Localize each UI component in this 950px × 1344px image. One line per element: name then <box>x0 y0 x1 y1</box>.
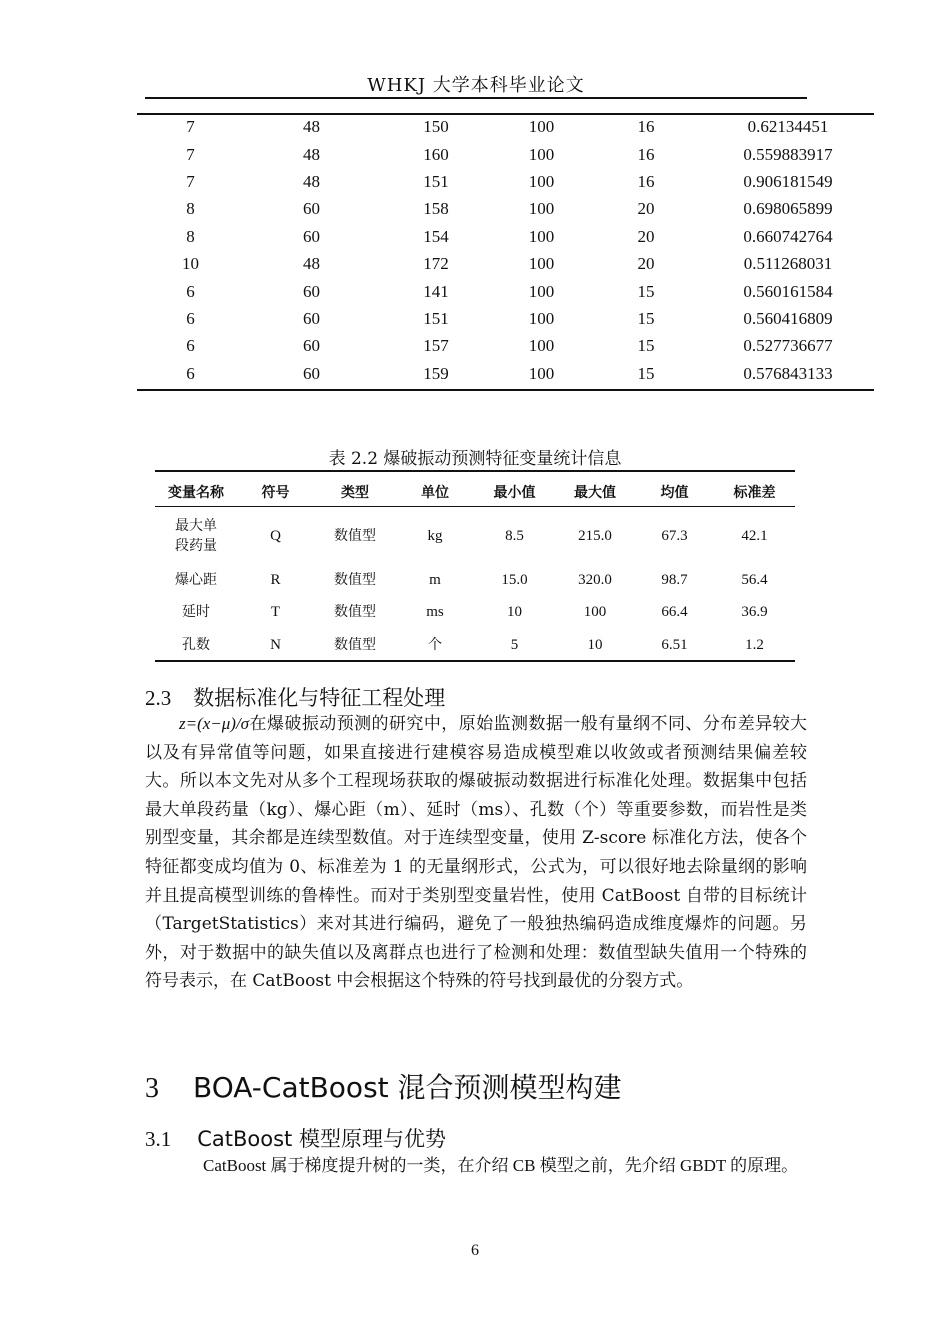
table-cell: 数值型 <box>334 637 376 653</box>
table-cell: 15 <box>637 308 655 328</box>
table-row <box>155 565 795 595</box>
table-cell: 20 <box>637 254 655 274</box>
table-cell: 8 <box>186 226 195 246</box>
section-3-1-paragraph: CatBoost 属于梯度提升树的一类，在介绍 CB 模型之前，先介绍 GBDT 的原理。 <box>203 1156 799 1175</box>
table-cell: 100 <box>528 281 555 301</box>
chapter-number: 3 <box>145 1073 159 1104</box>
table-cell: 16 <box>637 117 655 137</box>
table-cell: 6 <box>186 281 195 301</box>
section-number: 3.1 <box>145 1127 172 1151</box>
table-cell: 100 <box>528 144 555 164</box>
table-cell: 151 <box>423 308 449 328</box>
table-cell: 10 <box>507 604 522 620</box>
table-cell: 215.0 <box>578 528 612 544</box>
table2-bottom-rule <box>155 660 795 662</box>
table-cell: 60 <box>303 308 320 328</box>
table-cell: 数值型 <box>334 572 376 588</box>
table-cell: 15.0 <box>501 572 528 588</box>
table-cell: R <box>270 572 281 588</box>
table-cell: 100 <box>528 117 555 137</box>
table-cell: 42.1 <box>741 528 768 544</box>
table-cell: 60 <box>303 281 320 301</box>
table-cell: 0.576843133 <box>743 363 833 383</box>
table-cell: 100 <box>528 254 555 274</box>
table-cell: 56.4 <box>741 572 768 588</box>
column-header: 类型 <box>341 484 369 501</box>
column-header: 符号 <box>261 484 290 501</box>
table-row <box>137 195 874 222</box>
column-header: 最大值 <box>574 484 616 501</box>
table-bottom-rule <box>137 389 874 391</box>
table-cell: 数值型 <box>334 604 376 620</box>
section-3-1-heading <box>145 1124 446 1154</box>
table-cell: 150 <box>423 117 449 137</box>
section-2-3-paragraph <box>145 710 807 996</box>
page-number: 6 <box>471 1242 479 1259</box>
table-cell: 100 <box>528 336 555 356</box>
table-cell: 10 <box>587 637 603 653</box>
section-2-3-heading <box>145 684 445 712</box>
table-cell: 7 <box>186 144 195 164</box>
table-cell: 320.0 <box>578 572 612 588</box>
chapter-3-heading <box>145 1068 622 1109</box>
table-cell: m <box>429 572 441 588</box>
table-cell: 0.511268031 <box>743 254 833 274</box>
table-cell: kg <box>427 528 443 544</box>
table-row <box>137 305 874 332</box>
table-cell: 孔数 <box>182 637 210 653</box>
table-cell: 0.698065899 <box>743 199 833 219</box>
table-cell: 0.906181549 <box>743 171 833 191</box>
table-cell: 100 <box>528 171 555 191</box>
zscore-formula: z=(x−μ)/σ <box>179 714 250 733</box>
section-number: 2.3 <box>145 686 172 710</box>
table-cell: 6 <box>186 336 195 356</box>
table-row <box>155 629 795 661</box>
table-cell: 154 <box>423 226 449 246</box>
table-cell: 15 <box>637 336 655 356</box>
table-cell: 60 <box>303 199 320 219</box>
table-cell: 48 <box>303 254 320 274</box>
table-caption: 表 2.2 爆破振动预测特征变量统计信息 <box>328 449 622 469</box>
table-cell: 最大单段药量 <box>175 518 217 554</box>
table-row <box>137 250 874 277</box>
table-row <box>137 332 874 359</box>
column-header: 单位 <box>421 484 449 501</box>
table-cell: 36.9 <box>741 604 768 620</box>
table-cell: 141 <box>423 281 449 301</box>
table-cell: T <box>270 604 281 620</box>
table-row <box>137 113 874 140</box>
table-cell: 66.4 <box>661 604 688 620</box>
table-row <box>137 168 874 195</box>
header-rule <box>145 97 807 99</box>
table-cell: 60 <box>303 226 320 246</box>
table-cell: 100 <box>528 226 555 246</box>
table-cell: 个 <box>428 637 442 653</box>
table-cell: 延时 <box>182 604 210 620</box>
column-header: 标准差 <box>733 484 776 501</box>
table-cell: 100 <box>528 363 555 383</box>
table-cell: 15 <box>637 363 655 383</box>
table-cell: N <box>270 637 281 653</box>
section-title: 数据标准化与特征工程处理 <box>193 686 446 710</box>
table-cell: 20 <box>637 226 655 246</box>
table-cell: 48 <box>303 144 320 164</box>
table-row <box>137 360 874 387</box>
table-cell: 0.560416809 <box>743 308 833 328</box>
table-cell: 16 <box>637 171 655 191</box>
table-cell: 159 <box>423 363 449 383</box>
chapter-title: BOA-CatBoost 混合预测模型构建 <box>193 1071 622 1104</box>
table-cell: 48 <box>303 171 320 191</box>
table-cell: 60 <box>303 336 320 356</box>
table2-top-rule <box>155 470 795 472</box>
table-cell: 6.51 <box>661 637 688 653</box>
table-cell: 0.527736677 <box>743 336 833 356</box>
table-row <box>137 140 874 167</box>
table2-header-rule <box>155 506 795 507</box>
table-cell: 67.3 <box>661 528 688 544</box>
running-header: WHKJ 大学本科毕业论文 <box>367 75 585 96</box>
section-title: CatBoost 模型原理与优势 <box>197 1127 446 1151</box>
table-cell: 6 <box>186 363 195 383</box>
table-cell: 0.559883917 <box>743 144 833 164</box>
table-cell: 151 <box>423 171 449 191</box>
table-cell: 8 <box>186 199 195 219</box>
table-cell: 158 <box>423 199 449 219</box>
table-cell: 数值型 <box>334 528 376 544</box>
table-cell: 7 <box>186 117 195 137</box>
table-cell: 10 <box>182 254 199 274</box>
table-cell: 爆心距 <box>175 572 217 588</box>
paragraph-text: 在爆破振动预测的研究中，原始监测数据一般有量纲不同、分布差异较大以及有异常值等问题，如果直接进行建模容易造成模型难以收敛或者预测结果偏差较大。所以本文先对从多个工程现场获取的爆破振动数据进行标准化处理。数据集中包括最大单段药量（kg）、爆心距（m）、延时（ms）、孔数（个）等重要参数，而岩性是类别型变量，其余都是连续型数值。对于连续型变量，使用 Z-score 标准化方法，使各个特征都变成均值为 0、标准差为 1 的无量纲形式，公式为，可以很好地去除量纲的影响并且提高模型训练的鲁棒性。而对于类别型变量岩性，使用 CatBoost 自带的目标统计（TargetStatistics）来对其进行编码，避免了一般独热编码造成维度爆炸的问题。另外，对于数据中的缺失值以及离群点也进行了检测和处理：数值型缺失值用一个特殊的符号表示，在 CatBoost 中会根据这个特殊的符号找到最优的分裂方式。 <box>145 714 807 992</box>
table-row <box>137 277 874 304</box>
table-cell: 157 <box>423 336 449 356</box>
table-cell: 0.62134451 <box>747 117 829 137</box>
table-row <box>137 223 874 250</box>
feature-statistics-table <box>155 476 795 661</box>
column-header: 均值 <box>660 484 689 501</box>
table-cell: 160 <box>423 144 449 164</box>
continued-data-table <box>137 113 874 387</box>
table-cell: 60 <box>303 363 320 383</box>
table-cell: 98.7 <box>661 572 688 588</box>
table-cell: 0.660742764 <box>743 226 833 246</box>
table-cell: 15 <box>637 281 655 301</box>
table-cell: 8.5 <box>505 528 524 544</box>
table-cell: 6 <box>186 308 195 328</box>
table-cell: 20 <box>637 199 655 219</box>
table-cell: Q <box>270 528 281 544</box>
table-row <box>155 507 795 565</box>
table-cell: 48 <box>303 117 320 137</box>
table-cell: 5 <box>510 637 519 653</box>
table-cell: 1.2 <box>745 637 764 653</box>
table-cell: 7 <box>186 171 195 191</box>
table-cell: 172 <box>423 254 449 274</box>
column-header: 变量名称 <box>168 484 224 501</box>
table-row <box>155 595 795 629</box>
table-cell: 16 <box>637 144 655 164</box>
table-cell: 100 <box>528 199 555 219</box>
table-cell: 0.560161584 <box>743 281 833 301</box>
column-header: 最小值 <box>493 484 536 501</box>
table-cell: ms <box>426 604 444 620</box>
table-cell: 100 <box>583 604 607 620</box>
table-cell: 100 <box>528 308 555 328</box>
